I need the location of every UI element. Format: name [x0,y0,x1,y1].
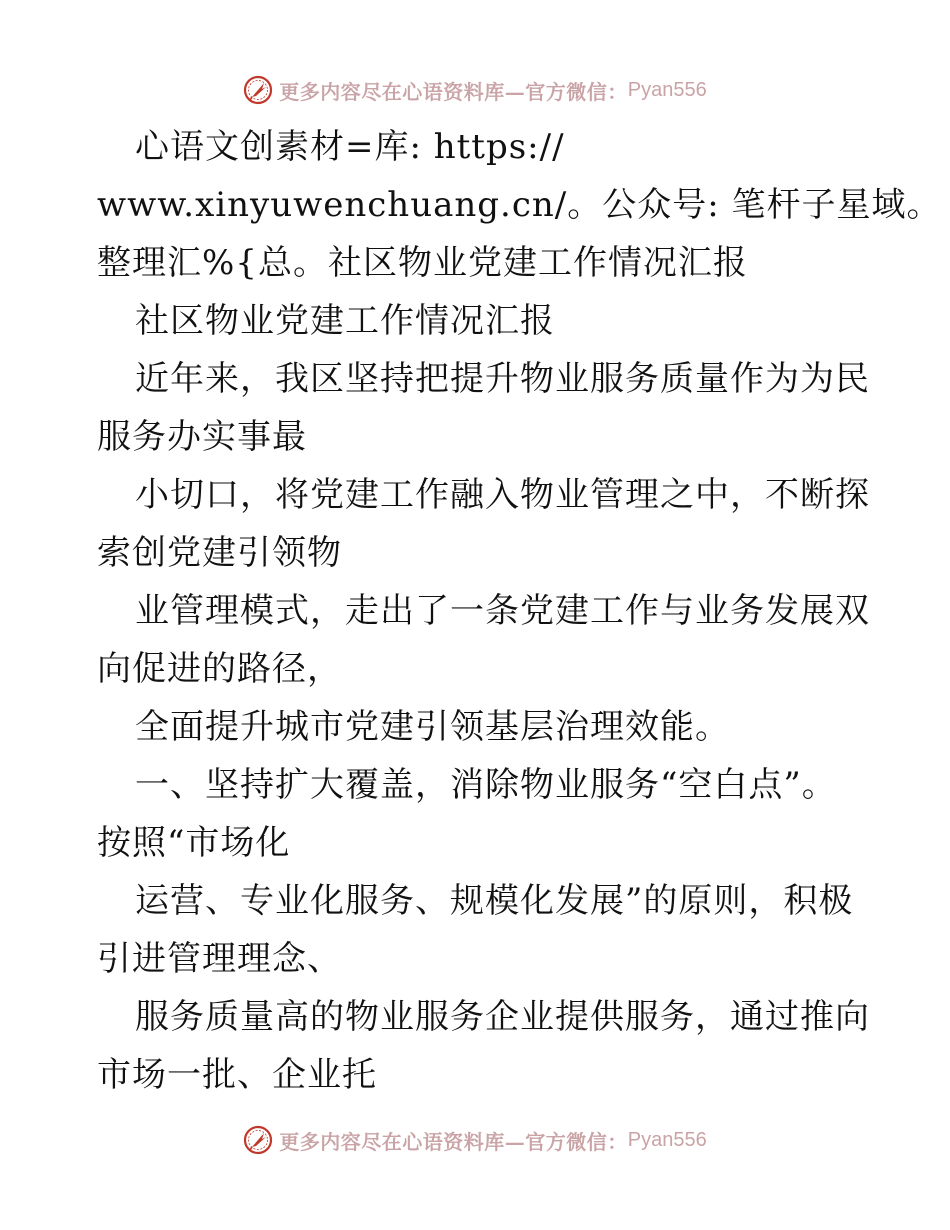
body-line: 向促进的路径， [97,649,342,689]
section-heading: 一、坚持扩大覆盖，消除物业服务“空白点”。 [135,765,837,805]
footer-banner-wechat-id: Pyan556 [627,1128,707,1151]
header-banner [0,70,950,110]
body-line: 业管理模式，走出了一条党建工作与业务发展双 [135,591,870,631]
document-body [97,118,942,1104]
body-line: 心语文创素材=库: https:// [135,127,565,167]
body-line: 索创党建引领物 [97,533,342,573]
feather-pen-logo-icon [243,75,273,105]
body-line: 小切口，将党建工作融入物业管理之中，不断探 [135,475,870,515]
body-line: 近年来，我区坚持把提升物业服务质量作为为民 [135,359,870,399]
footer-banner [0,1120,950,1160]
header-banner-text: 更多内容尽在心语资料库—官方微信： [279,79,628,104]
body-line: www.xinyuwenchuang.cn/。公众号: 笔杆子星域。 [97,185,942,225]
header-banner-wechat-id: Pyan556 [627,78,707,101]
body-line: 全面提升城市党建引领基层治理效能。 [135,707,730,747]
body-line: 整理汇%{总。社区物业党建工作情况汇报 [97,243,748,283]
body-line: 服务办实事最 [97,417,307,457]
body-line: 运营、专业化服务、规模化发展”的原则，积极 [135,881,854,921]
body-line: 引进管理理念、 [97,939,342,979]
body-line: 按照“市场化 [97,823,291,863]
document-title: 社区物业党建工作情况汇报 [135,301,555,341]
footer-banner-text: 更多内容尽在心语资料库—官方微信： [279,1129,628,1154]
body-line: 服务质量高的物业服务企业提供服务，通过推向 [135,997,870,1037]
feather-pen-logo-icon [243,1125,273,1155]
body-line: 市场一批、企业托 [97,1055,377,1095]
